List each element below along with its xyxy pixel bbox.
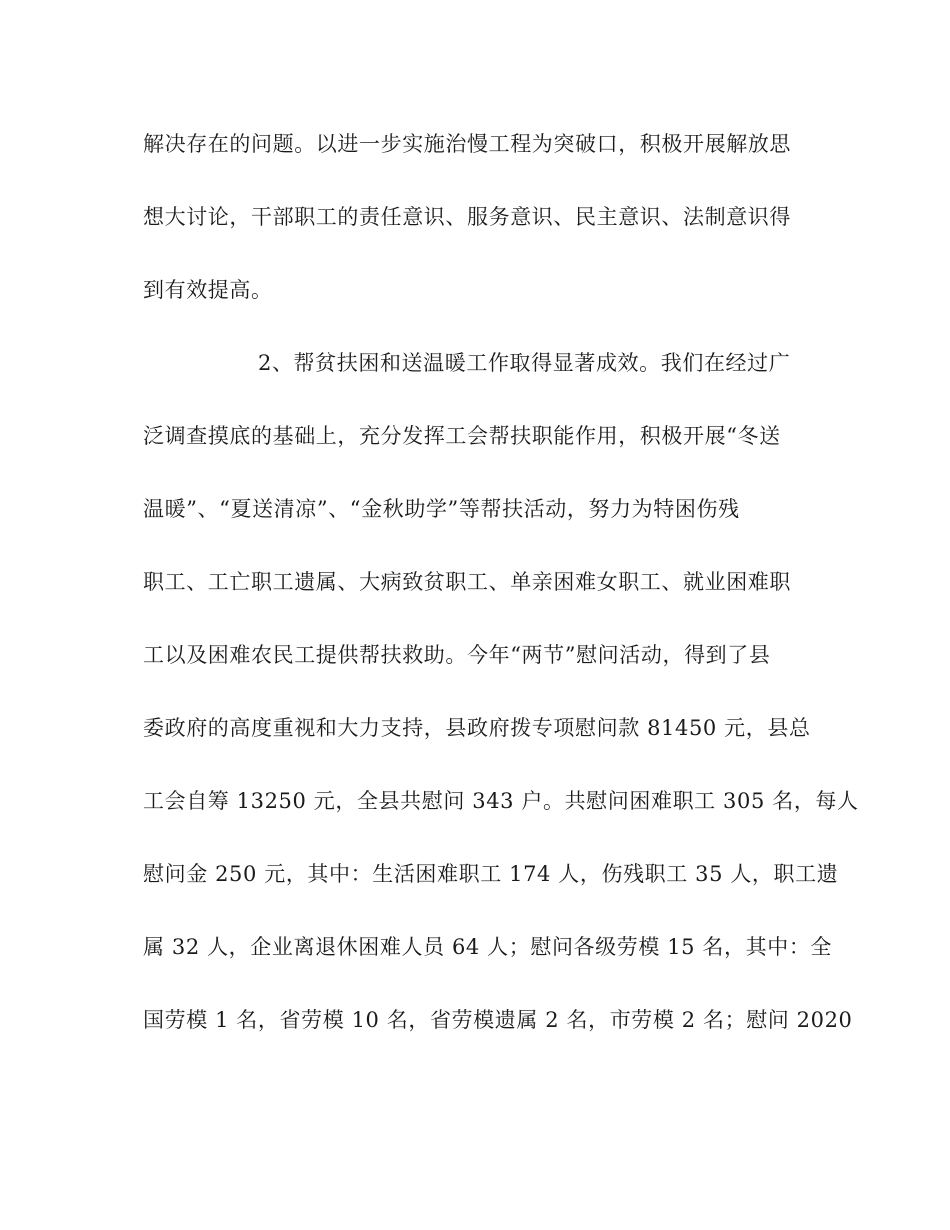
paragraph-line: 属 32 人，企业离退休困难人员 64 人；慰问各级劳模 15 名，其中：全 [143,935,833,959]
paragraph-line: 委政府的高度重视和大力支持，县政府拨专项慰问款 81450 元，县总 [143,716,811,740]
paragraph-line: 国劳模 1 名，省劳模 10 名，省劳模遗属 2 名，市劳模 2 名；慰问 2020 [143,1008,853,1032]
paragraph-line: 工会自筹 13250 元，全县共慰问 343 户。共慰问困难职工 305 名，每人 [143,789,859,813]
paragraph-line: 慰问金 250 元，其中：生活困难职工 174 人，伤残职工 35 人，职工遗 [143,862,839,886]
paragraph-line: 到有效提高。 [143,278,273,302]
paragraph-line: 解决存在的问题。以进一步实施治慢工程为突破口，积极开展解放思 [143,132,791,156]
paragraph-line: 2、帮贫扶困和送温暖工作取得显著成效。我们在经过广 [258,351,791,375]
paragraph-line: 职工、工亡职工遗属、大病致贫职工、单亲困难女职工、就业困难职 [143,570,791,594]
paragraph-line: 工以及困难农民工提供帮扶救助。今年“两节”慰问活动，得到了县 [143,643,771,667]
paragraph-line: 泛调查摸底的基础上，充分发挥工会帮扶职能作用，积极开展“冬送 [143,424,781,448]
paragraph-line: 温暖”、“夏送清凉”、“金秋助学”等帮扶活动，努力为特困伤残 [143,497,740,521]
paragraph-line: 想大讨论，干部职工的责任意识、服务意识、民主意识、法制意识得 [143,205,791,229]
